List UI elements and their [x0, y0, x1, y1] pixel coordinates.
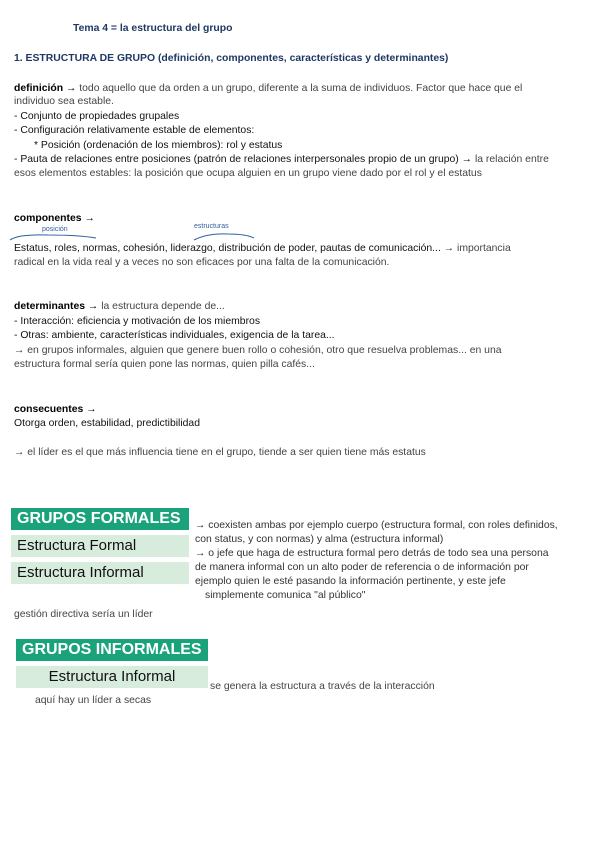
grupos-formales-text-6: simplemente comunica "al público" [205, 590, 366, 601]
definicion-bullet-3: * Posición (ordenación de los miembros): rol y estatus [34, 140, 283, 151]
determinantes-line-1: - Interacción: eficiencia y motivación de los miembros [14, 316, 261, 327]
grupos-formales-text-4: de manera informal con un alto poder de referencia o de información por [195, 562, 529, 573]
determinantes-line-2: - Otras: ambiente, características individuales, exigencia de la tarea... [14, 330, 335, 341]
componentes-tail: → importancia [440, 243, 511, 254]
section-heading: 1. ESTRUCTURA DE GRUPO (definición, componentes, características y determinantes) [14, 53, 449, 64]
definicion-tail-2: esos elementos estables: la posición que ocupa alguien en un grupo viene dado por el rol y el estatus [14, 168, 482, 179]
annotation-estructuras: estructuras [194, 223, 229, 230]
grupos-informales-text: se genera la estructura a través de la interacción [210, 681, 435, 692]
grupos-formales-text [195, 519, 587, 603]
grupos-formales-item-formal: Estructura Formal [11, 535, 189, 557]
consecuentes-note: → el líder es el que más influencia tiene en el grupo, tiende a ser quien tiene más estatus [14, 447, 426, 458]
definicion-tail-1: la relación entre [474, 154, 549, 165]
determinantes-arrow: → [85, 301, 102, 312]
definicion-bullet-4-line [14, 153, 549, 166]
grupos-formales-text-2: con status, y con normas) y alma (estructura informal) [195, 534, 444, 545]
annotation-posicion: posición [42, 226, 68, 233]
determinantes-note-2: estructura formal sería quien pone las normas, quien pilla cafés... [14, 359, 315, 370]
componentes-heading [14, 212, 95, 225]
determinantes-heading [14, 300, 225, 313]
definicion-bullet-2: - Configuración relativamente estable de elementos: [14, 125, 255, 136]
determinantes-intro: la estructura depende de... [101, 301, 225, 312]
determinantes-label: determinantes [14, 301, 86, 312]
definicion-arrow: → [63, 83, 80, 94]
document-title: Tema 4 = la estructura del grupo [73, 23, 233, 34]
grupos-formales-text-1: → coexisten ambas por ejemplo cuerpo (estructura formal, con roles definidos, [195, 520, 558, 531]
grupos-formales-text-5: ejemplo quien le esté pasando la información pertinente, y este jefe [195, 576, 506, 587]
definicion-tail-arrow: → [458, 154, 475, 165]
grupos-formales-text-3: → o jefe que haga de estructura formal pero detrás de todo sea una persona [195, 548, 549, 559]
componentes-line2: radical en la vida real y a veces no son eficaces por una falta de la comunicación. [14, 257, 390, 268]
definicion-text-1: todo aquello que da orden a un grupo, diferente a la suma de individuos. Factor que hace que el [79, 83, 523, 94]
consecuentes-label: consecuentes [14, 404, 84, 415]
grupos-informales-footer: aquí hay un líder a secas [35, 695, 152, 706]
definicion-line1 [14, 82, 522, 95]
consecuentes-heading [14, 403, 97, 416]
componentes-list: Estatus, roles, normas, cohesión, liderazgo, distribución de poder, pautas de comunicación... [14, 243, 441, 254]
consecuentes-arrow: → [83, 404, 97, 415]
componentes-label: componentes [14, 213, 82, 224]
grupos-informales-item-informal: Estructura Informal [16, 666, 208, 688]
consecuentes-line: Otorga orden, estabilidad, predictibilidad [14, 418, 200, 429]
grupos-formales-header: GRUPOS FORMALES [11, 508, 189, 530]
definicion-bullet-1: - Conjunto de propiedades grupales [14, 111, 180, 122]
definicion-text-2: individuo sea estable. [14, 96, 114, 107]
componentes-line1 [14, 242, 511, 255]
grupos-formales-item-informal: Estructura Informal [11, 562, 189, 584]
componentes-arrow: → [81, 213, 95, 224]
definicion-bullet-4: - Pauta de relaciones entre posiciones (patrón de relaciones interpersonales propio de un grupo) [14, 154, 459, 165]
determinantes-note-1: → en grupos informales, alguien que genere buen rollo o cohesión, otro que resuelva problemas... en una [14, 345, 502, 356]
definicion-label: definición [14, 83, 64, 94]
grupos-formales-footer: gestión directiva sería un líder [14, 609, 153, 620]
grupos-informales-header: GRUPOS INFORMALES [16, 639, 208, 661]
